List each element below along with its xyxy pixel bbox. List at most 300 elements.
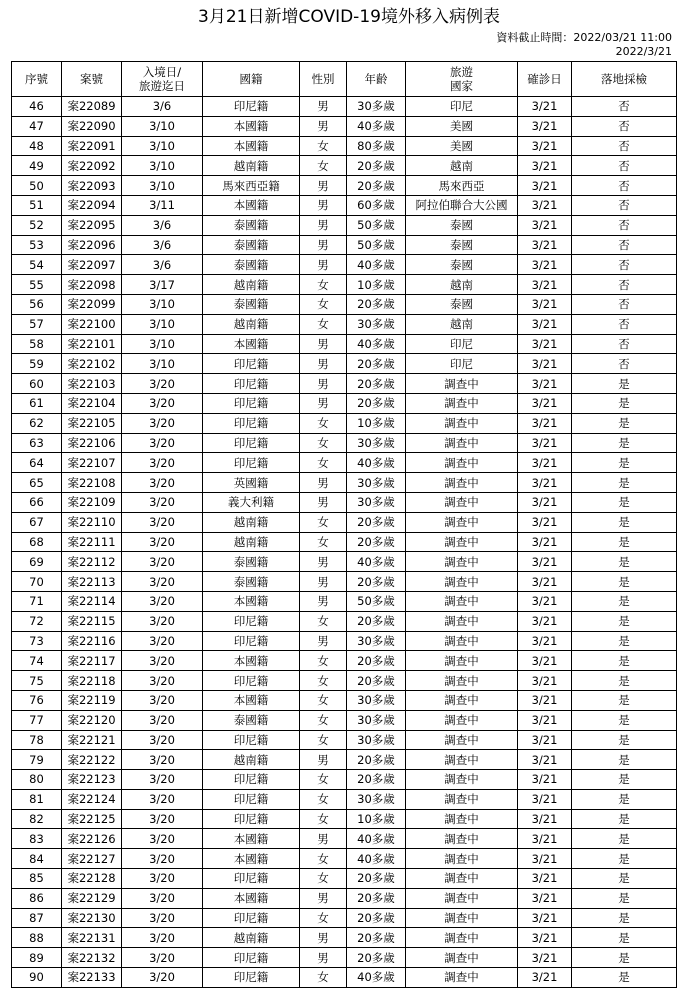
cell-sex: 男	[300, 215, 347, 235]
cell-serial: 81	[12, 789, 62, 809]
cell-age: 40多歲	[347, 334, 406, 354]
cell-diagnosis-date: 3/21	[518, 433, 572, 453]
cell-serial: 58	[12, 334, 62, 354]
cell-nationality: 本國籍	[203, 849, 300, 869]
cell-entry-date: 3/20	[122, 512, 203, 532]
cell-nationality: 越南籍	[203, 314, 300, 334]
data-cutoff-time: 資料截止時間：2022/03/21 11:00	[496, 31, 672, 44]
column-header-age	[347, 62, 406, 97]
table-row	[12, 829, 677, 849]
cell-arrival-test: 否	[572, 116, 677, 136]
table-row	[12, 473, 677, 493]
table-row	[12, 334, 677, 354]
column-header-text: 旅遊迄日	[139, 79, 185, 93]
cell-serial: 51	[12, 195, 62, 215]
table-row	[12, 136, 677, 156]
cell-nationality: 本國籍	[203, 334, 300, 354]
cell-diagnosis-date: 3/21	[518, 492, 572, 512]
cell-case-id: 案22126	[62, 829, 122, 849]
cell-serial: 89	[12, 948, 62, 968]
cell-diagnosis-date: 3/21	[518, 631, 572, 651]
cell-age: 40多歲	[347, 255, 406, 275]
cell-serial: 52	[12, 215, 62, 235]
cell-age: 60多歲	[347, 195, 406, 215]
cell-sex: 女	[300, 532, 347, 552]
cell-case-id: 案22124	[62, 789, 122, 809]
cell-sex: 男	[300, 591, 347, 611]
cell-entry-date: 3/20	[122, 671, 203, 691]
cell-sex: 男	[300, 334, 347, 354]
column-header-nationality	[203, 62, 300, 97]
table-row	[12, 433, 677, 453]
cell-travel-country: 調查中	[406, 809, 518, 829]
cell-diagnosis-date: 3/21	[518, 849, 572, 869]
table-row	[12, 176, 677, 196]
cell-travel-country: 泰國	[406, 294, 518, 314]
cell-travel-country: 調查中	[406, 572, 518, 592]
cell-nationality: 越南籍	[203, 512, 300, 532]
cell-sex: 男	[300, 492, 347, 512]
table-row	[12, 611, 677, 631]
cell-age: 30多歲	[347, 690, 406, 710]
cell-age: 80多歲	[347, 136, 406, 156]
cell-diagnosis-date: 3/21	[518, 532, 572, 552]
cell-serial: 65	[12, 473, 62, 493]
cell-travel-country: 調查中	[406, 829, 518, 849]
cell-sex: 男	[300, 631, 347, 651]
cell-sex: 女	[300, 314, 347, 334]
cell-diagnosis-date: 3/21	[518, 651, 572, 671]
cell-sex: 男	[300, 116, 347, 136]
cell-serial: 71	[12, 591, 62, 611]
cell-entry-date: 3/20	[122, 888, 203, 908]
cell-arrival-test: 否	[572, 334, 677, 354]
cell-entry-date: 3/20	[122, 374, 203, 394]
cell-age: 10多歲	[347, 275, 406, 295]
table-row	[12, 195, 677, 215]
cell-serial: 50	[12, 176, 62, 196]
cell-travel-country: 調查中	[406, 948, 518, 968]
cell-travel-country: 泰國	[406, 235, 518, 255]
cell-diagnosis-date: 3/21	[518, 750, 572, 770]
cell-sex: 女	[300, 809, 347, 829]
cell-serial: 85	[12, 869, 62, 889]
cell-nationality: 印尼籍	[203, 354, 300, 374]
cell-travel-country: 調查中	[406, 789, 518, 809]
cell-travel-country: 美國	[406, 136, 518, 156]
table-row	[12, 710, 677, 730]
cell-nationality: 本國籍	[203, 690, 300, 710]
table-row	[12, 631, 677, 651]
table-row	[12, 294, 677, 314]
cell-case-id: 案22093	[62, 176, 122, 196]
cell-nationality: 越南籍	[203, 156, 300, 176]
cell-serial: 79	[12, 750, 62, 770]
cell-diagnosis-date: 3/21	[518, 314, 572, 334]
cell-sex: 男	[300, 235, 347, 255]
cell-entry-date: 3/10	[122, 136, 203, 156]
cell-nationality: 印尼籍	[203, 908, 300, 928]
column-header-text: 入境日/	[142, 65, 182, 79]
cell-arrival-test: 是	[572, 849, 677, 869]
cell-diagnosis-date: 3/21	[518, 176, 572, 196]
cell-case-id: 案22100	[62, 314, 122, 334]
cell-case-id: 案22119	[62, 690, 122, 710]
cell-serial: 60	[12, 374, 62, 394]
cell-case-id: 案22118	[62, 671, 122, 691]
cell-age: 40多歲	[347, 849, 406, 869]
cell-age: 40多歲	[347, 829, 406, 849]
header-row	[12, 62, 677, 97]
cell-sex: 女	[300, 651, 347, 671]
cell-nationality: 本國籍	[203, 829, 300, 849]
table-row	[12, 552, 677, 572]
cell-nationality: 泰國籍	[203, 235, 300, 255]
cell-nationality: 越南籍	[203, 928, 300, 948]
cell-arrival-test: 否	[572, 97, 677, 117]
cell-arrival-test: 否	[572, 136, 677, 156]
cell-nationality: 印尼籍	[203, 789, 300, 809]
cell-case-id: 案22089	[62, 97, 122, 117]
cell-arrival-test: 是	[572, 690, 677, 710]
cell-age: 20多歲	[347, 532, 406, 552]
cell-sex: 男	[300, 97, 347, 117]
cell-age: 50多歲	[347, 215, 406, 235]
cell-case-id: 案22098	[62, 275, 122, 295]
cell-arrival-test: 是	[572, 888, 677, 908]
column-header-text: 落地採檢	[601, 72, 647, 86]
cell-entry-date: 3/20	[122, 908, 203, 928]
cell-entry-date: 3/20	[122, 710, 203, 730]
cell-entry-date: 3/11	[122, 195, 203, 215]
cell-entry-date: 3/20	[122, 492, 203, 512]
cell-age: 20多歲	[347, 354, 406, 374]
cell-age: 40多歲	[347, 968, 406, 988]
cell-travel-country: 調查中	[406, 849, 518, 869]
cell-nationality: 本國籍	[203, 888, 300, 908]
cell-nationality: 印尼籍	[203, 413, 300, 433]
cell-entry-date: 3/20	[122, 968, 203, 988]
cell-case-id: 案22123	[62, 770, 122, 790]
cell-case-id: 案22096	[62, 235, 122, 255]
cell-serial: 86	[12, 888, 62, 908]
cell-arrival-test: 否	[572, 215, 677, 235]
cell-case-id: 案22116	[62, 631, 122, 651]
cell-age: 40多歲	[347, 453, 406, 473]
cell-case-id: 案22108	[62, 473, 122, 493]
cell-nationality: 泰國籍	[203, 572, 300, 592]
cell-arrival-test: 是	[572, 770, 677, 790]
cell-travel-country: 印尼	[406, 334, 518, 354]
table-row	[12, 651, 677, 671]
cell-entry-date: 3/20	[122, 552, 203, 572]
cell-serial: 74	[12, 651, 62, 671]
cell-age: 20多歲	[347, 869, 406, 889]
cell-travel-country: 越南	[406, 314, 518, 334]
cell-entry-date: 3/20	[122, 789, 203, 809]
cell-case-id: 案22105	[62, 413, 122, 433]
cell-age: 30多歲	[347, 314, 406, 334]
cell-travel-country: 調查中	[406, 888, 518, 908]
cell-nationality: 泰國籍	[203, 552, 300, 572]
table-row	[12, 809, 677, 829]
cell-nationality: 越南籍	[203, 275, 300, 295]
cell-case-id: 案22132	[62, 948, 122, 968]
cell-diagnosis-date: 3/21	[518, 374, 572, 394]
column-header-text: 確診日	[527, 72, 562, 86]
cell-travel-country: 泰國	[406, 255, 518, 275]
cell-age: 20多歲	[347, 671, 406, 691]
cell-case-id: 案22125	[62, 809, 122, 829]
cell-age: 20多歲	[347, 908, 406, 928]
cell-travel-country: 調查中	[406, 591, 518, 611]
table-row	[12, 908, 677, 928]
cell-serial: 69	[12, 552, 62, 572]
cell-age: 20多歲	[347, 512, 406, 532]
cell-diagnosis-date: 3/21	[518, 512, 572, 532]
cell-sex: 男	[300, 195, 347, 215]
table-row	[12, 275, 677, 295]
cell-case-id: 案22094	[62, 195, 122, 215]
cell-nationality: 印尼籍	[203, 671, 300, 691]
table-row	[12, 928, 677, 948]
cell-travel-country: 調查中	[406, 611, 518, 631]
cell-travel-country: 調查中	[406, 770, 518, 790]
cell-travel-country: 調查中	[406, 453, 518, 473]
cell-serial: 75	[12, 671, 62, 691]
table-row	[12, 453, 677, 473]
cell-arrival-test: 否	[572, 275, 677, 295]
cell-sex: 女	[300, 869, 347, 889]
cell-diagnosis-date: 3/21	[518, 97, 572, 117]
table-header	[12, 62, 677, 97]
cell-sex: 女	[300, 770, 347, 790]
table-row	[12, 532, 677, 552]
cell-serial: 48	[12, 136, 62, 156]
cell-travel-country: 調查中	[406, 631, 518, 651]
table-row	[12, 789, 677, 809]
cell-diagnosis-date: 3/21	[518, 730, 572, 750]
table-row	[12, 572, 677, 592]
cell-case-id: 案22106	[62, 433, 122, 453]
cell-sex: 男	[300, 829, 347, 849]
column-header-arrival-test	[572, 62, 677, 97]
cell-nationality: 本國籍	[203, 195, 300, 215]
cell-diagnosis-date: 3/21	[518, 552, 572, 572]
cell-serial: 56	[12, 294, 62, 314]
table-row	[12, 750, 677, 770]
cell-travel-country: 調查中	[406, 750, 518, 770]
cell-arrival-test: 是	[572, 572, 677, 592]
cell-diagnosis-date: 3/21	[518, 136, 572, 156]
cell-travel-country: 調查中	[406, 512, 518, 532]
cell-entry-date: 3/20	[122, 809, 203, 829]
cell-diagnosis-date: 3/21	[518, 572, 572, 592]
cell-arrival-test: 是	[572, 433, 677, 453]
cell-sex: 男	[300, 393, 347, 413]
cell-age: 20多歲	[347, 888, 406, 908]
cell-serial: 90	[12, 968, 62, 988]
cell-serial: 49	[12, 156, 62, 176]
column-header-text: 年齡	[364, 72, 388, 86]
cell-arrival-test: 是	[572, 453, 677, 473]
cell-age: 30多歲	[347, 789, 406, 809]
cell-sex: 男	[300, 354, 347, 374]
cell-case-id: 案22104	[62, 393, 122, 413]
cell-case-id: 案22103	[62, 374, 122, 394]
cell-travel-country: 調查中	[406, 393, 518, 413]
cell-age: 20多歲	[347, 294, 406, 314]
cell-age: 20多歲	[347, 928, 406, 948]
cell-diagnosis-date: 3/21	[518, 156, 572, 176]
cell-case-id: 案22117	[62, 651, 122, 671]
cell-arrival-test: 否	[572, 235, 677, 255]
cell-age: 20多歲	[347, 176, 406, 196]
column-header-entry-date	[122, 62, 203, 97]
cell-arrival-test: 是	[572, 393, 677, 413]
cell-travel-country: 調查中	[406, 869, 518, 889]
cell-entry-date: 3/6	[122, 97, 203, 117]
cell-diagnosis-date: 3/21	[518, 948, 572, 968]
cell-travel-country: 阿拉伯聯合大公國	[406, 195, 518, 215]
cell-sex: 女	[300, 156, 347, 176]
cell-travel-country: 印尼	[406, 354, 518, 374]
cell-serial: 82	[12, 809, 62, 829]
cell-sex: 女	[300, 611, 347, 631]
cell-sex: 女	[300, 294, 347, 314]
cell-entry-date: 3/20	[122, 928, 203, 948]
cell-entry-date: 3/20	[122, 473, 203, 493]
cell-age: 30多歲	[347, 492, 406, 512]
cell-nationality: 泰國籍	[203, 294, 300, 314]
cell-sex: 女	[300, 136, 347, 156]
cell-age: 20多歲	[347, 572, 406, 592]
cell-serial: 67	[12, 512, 62, 532]
cell-case-id: 案22121	[62, 730, 122, 750]
cell-serial: 73	[12, 631, 62, 651]
cell-nationality: 印尼籍	[203, 611, 300, 631]
table-row	[12, 671, 677, 691]
cell-diagnosis-date: 3/21	[518, 334, 572, 354]
cell-entry-date: 3/10	[122, 176, 203, 196]
cell-serial: 88	[12, 928, 62, 948]
cell-entry-date: 3/6	[122, 235, 203, 255]
cell-nationality: 越南籍	[203, 532, 300, 552]
cell-travel-country: 調查中	[406, 730, 518, 750]
cell-case-id: 案22128	[62, 869, 122, 889]
cell-arrival-test: 否	[572, 255, 677, 275]
table-row	[12, 591, 677, 611]
cell-travel-country: 調查中	[406, 651, 518, 671]
cell-entry-date: 3/20	[122, 651, 203, 671]
cell-sex: 男	[300, 374, 347, 394]
table-row	[12, 869, 677, 889]
cell-age: 30多歲	[347, 730, 406, 750]
cell-entry-date: 3/10	[122, 354, 203, 374]
cell-travel-country: 印尼	[406, 97, 518, 117]
cell-serial: 54	[12, 255, 62, 275]
cell-case-id: 案22101	[62, 334, 122, 354]
cell-age: 30多歲	[347, 97, 406, 117]
cell-nationality: 本國籍	[203, 136, 300, 156]
cell-travel-country: 調查中	[406, 492, 518, 512]
cell-entry-date: 3/20	[122, 730, 203, 750]
cell-entry-date: 3/6	[122, 215, 203, 235]
cell-entry-date: 3/20	[122, 849, 203, 869]
cell-sex: 女	[300, 433, 347, 453]
cell-case-id: 案22120	[62, 710, 122, 730]
cell-serial: 83	[12, 829, 62, 849]
cell-arrival-test: 是	[572, 869, 677, 889]
cell-age: 20多歲	[347, 393, 406, 413]
cell-entry-date: 3/17	[122, 275, 203, 295]
column-header-text: 國家	[450, 79, 473, 93]
cell-arrival-test: 是	[572, 789, 677, 809]
table-row	[12, 690, 677, 710]
cell-entry-date: 3/20	[122, 690, 203, 710]
cell-case-id: 案22107	[62, 453, 122, 473]
cell-diagnosis-date: 3/21	[518, 235, 572, 255]
cell-diagnosis-date: 3/21	[518, 908, 572, 928]
cell-nationality: 印尼籍	[203, 631, 300, 651]
cell-entry-date: 3/20	[122, 413, 203, 433]
cell-arrival-test: 是	[572, 532, 677, 552]
cell-diagnosis-date: 3/21	[518, 611, 572, 631]
cell-nationality: 越南籍	[203, 750, 300, 770]
table-row	[12, 116, 677, 136]
cell-nationality: 印尼籍	[203, 809, 300, 829]
cell-travel-country: 調查中	[406, 908, 518, 928]
cell-travel-country: 調查中	[406, 928, 518, 948]
cell-serial: 59	[12, 354, 62, 374]
cell-diagnosis-date: 3/21	[518, 354, 572, 374]
cell-case-id: 案22109	[62, 492, 122, 512]
cell-travel-country: 調查中	[406, 413, 518, 433]
cell-sex: 男	[300, 473, 347, 493]
cell-serial: 53	[12, 235, 62, 255]
cell-age: 20多歲	[347, 651, 406, 671]
cell-serial: 63	[12, 433, 62, 453]
cell-entry-date: 3/20	[122, 532, 203, 552]
cell-entry-date: 3/20	[122, 611, 203, 631]
table-row	[12, 948, 677, 968]
cell-entry-date: 3/20	[122, 453, 203, 473]
column-header-text: 國籍	[239, 72, 263, 86]
cell-serial: 57	[12, 314, 62, 334]
cell-case-id: 案22097	[62, 255, 122, 275]
cell-serial: 80	[12, 770, 62, 790]
cell-serial: 62	[12, 413, 62, 433]
cell-arrival-test: 否	[572, 314, 677, 334]
cell-arrival-test: 否	[572, 294, 677, 314]
cell-travel-country: 調查中	[406, 710, 518, 730]
cell-serial: 77	[12, 710, 62, 730]
cell-travel-country: 泰國	[406, 215, 518, 235]
cell-case-id: 案22099	[62, 294, 122, 314]
cell-arrival-test: 否	[572, 195, 677, 215]
cell-serial: 76	[12, 690, 62, 710]
cell-travel-country: 馬來西亞	[406, 176, 518, 196]
cell-age: 50多歲	[347, 235, 406, 255]
table-row	[12, 492, 677, 512]
cell-case-id: 案22122	[62, 750, 122, 770]
cell-arrival-test: 是	[572, 968, 677, 988]
cell-travel-country: 調查中	[406, 671, 518, 691]
cell-diagnosis-date: 3/21	[518, 888, 572, 908]
cell-diagnosis-date: 3/21	[518, 255, 572, 275]
cell-nationality: 印尼籍	[203, 730, 300, 750]
cell-arrival-test: 是	[572, 809, 677, 829]
